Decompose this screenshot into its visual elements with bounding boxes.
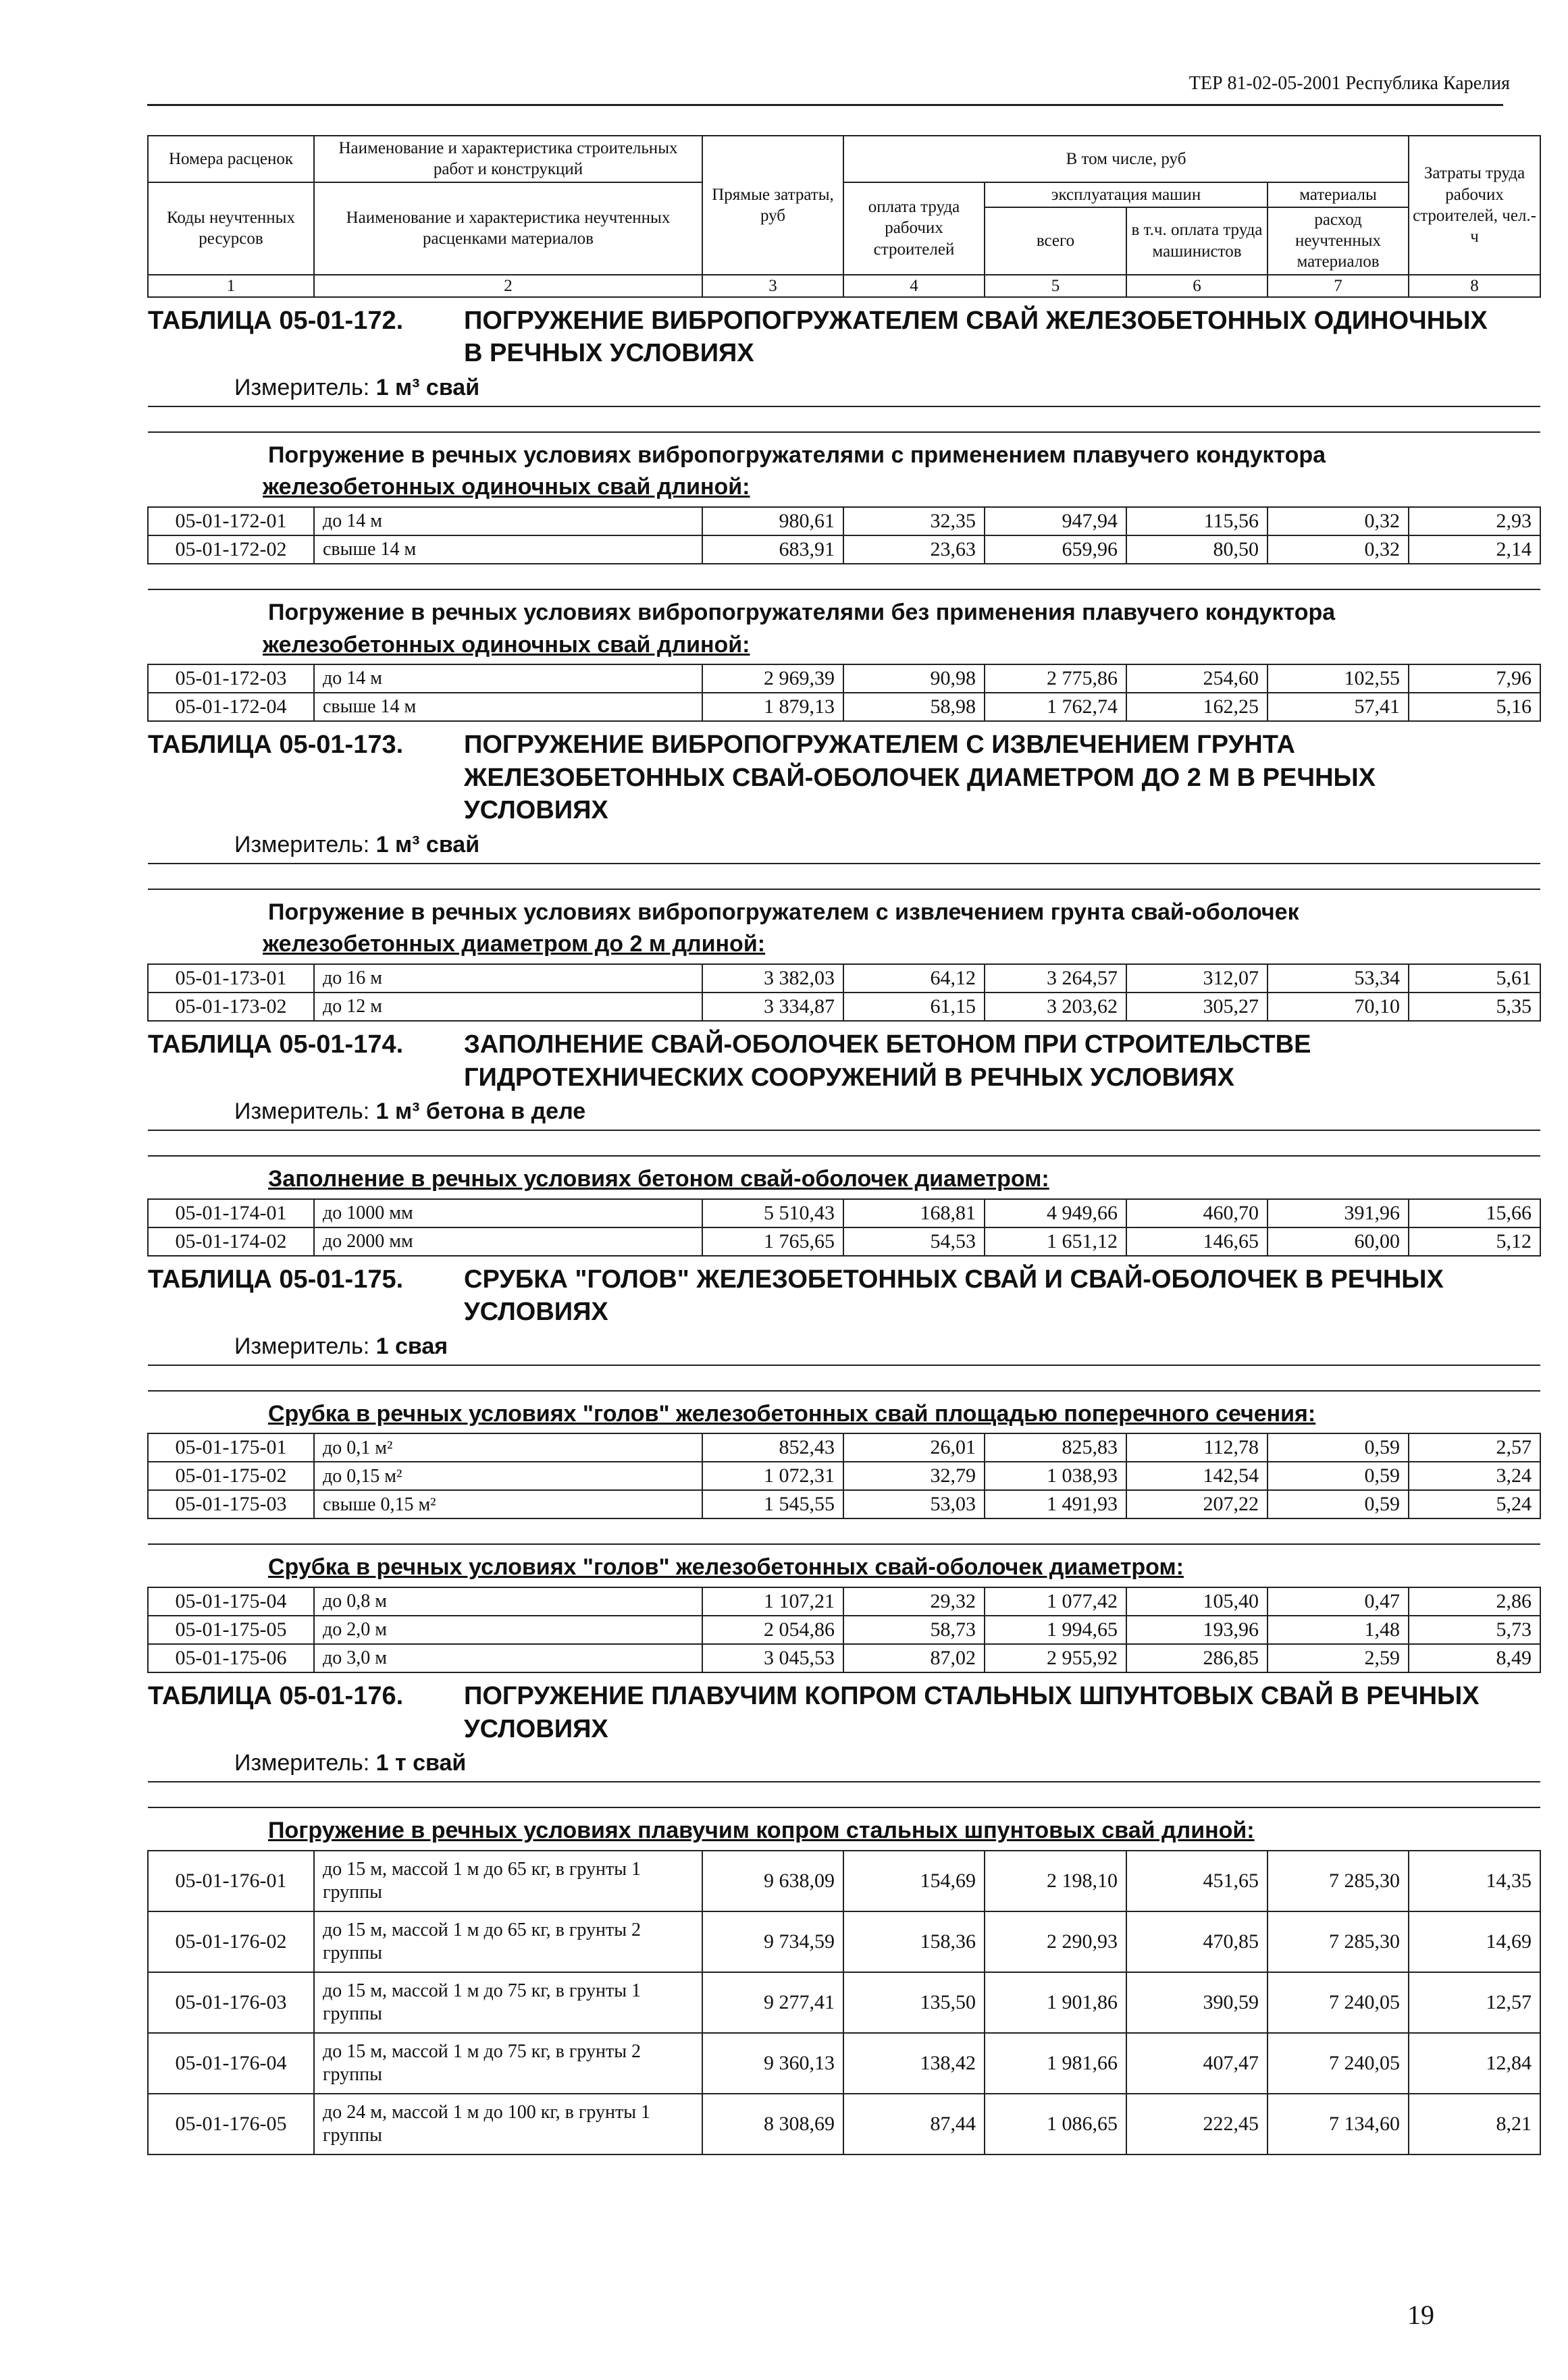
page-number: 19 <box>1407 2300 1434 2330</box>
table-heading: ПОГРУЖЕНИЕ ВИБРОПОГРУЖАТЕЛЕМ СВАЙ ЖЕЛЕЗОБЕТОННЫХ ОДИНОЧНЫХ В РЕЧНЫХ УСЛОВИЯХ <box>464 306 1488 368</box>
machines-total: 1 651,12 <box>985 1227 1126 1256</box>
machines-total: 1 981,66 <box>985 2033 1126 2094</box>
direct-costs: 683,91 <box>702 535 843 564</box>
machines-total: 1 038,93 <box>985 1462 1126 1490</box>
spacer <box>148 864 1540 889</box>
meter-row <box>148 1331 1540 1365</box>
labor-hours: 12,57 <box>1409 1972 1540 2033</box>
col-direct-costs: Прямые затраты, руб <box>702 136 843 275</box>
direct-costs: 8 308,69 <box>702 2094 843 2154</box>
direct-costs: 2 969,39 <box>702 664 843 693</box>
direct-costs: 1 765,65 <box>702 1227 843 1256</box>
materials: 1,48 <box>1268 1616 1409 1644</box>
col-materials-use: расход неучтенных материалов <box>1268 207 1409 275</box>
col-including: В том числе, руб <box>843 136 1409 182</box>
machines-total: 1 994,65 <box>985 1616 1126 1644</box>
machines-total: 825,83 <box>985 1433 1126 1462</box>
table-row <box>148 535 1540 564</box>
spacer-row <box>148 1782 1540 1807</box>
rates-document <box>147 135 1540 2155</box>
worker-wages: 29,32 <box>843 1587 985 1616</box>
direct-costs: 1 107,21 <box>702 1587 843 1616</box>
meter-value: 1 т свай <box>375 1750 467 1776</box>
rate-code: 05-01-175-01 <box>148 1433 314 1462</box>
worker-wages: 158,36 <box>843 1911 985 1972</box>
direct-costs: 1 545,55 <box>702 1490 843 1518</box>
rate-code: 05-01-173-02 <box>148 993 314 1021</box>
worker-wages: 58,98 <box>843 693 985 721</box>
meter <box>148 1096 1540 1130</box>
materials: 0,59 <box>1268 1490 1409 1518</box>
rate-name: до 0,1 м² <box>314 1433 702 1462</box>
table-row <box>148 1911 1540 1972</box>
materials: 0,59 <box>1268 1462 1409 1490</box>
machinist-wages: 146,65 <box>1126 1227 1268 1256</box>
col-materials: материалы <box>1268 182 1409 207</box>
table-row <box>148 1199 1540 1227</box>
rate-name: до 15 м, массой 1 м до 75 кг, в грунты 2 группы <box>314 2033 702 2094</box>
labor-hours: 14,69 <box>1409 1911 1540 1972</box>
col-index: 4 <box>843 275 985 297</box>
machinist-wages: 105,40 <box>1126 1587 1268 1616</box>
table-row <box>148 1851 1540 1911</box>
machines-total: 3 264,57 <box>985 964 1126 993</box>
table-row <box>148 1490 1540 1518</box>
table-row <box>148 1644 1540 1672</box>
machinist-wages: 162,25 <box>1126 693 1268 721</box>
rate-name: до 15 м, массой 1 м до 75 кг, в грунты 1 группы <box>314 1972 702 2033</box>
labor-hours: 5,73 <box>1409 1616 1540 1644</box>
table-number: ТАБЛИЦА 05-01-172. <box>148 306 404 335</box>
worker-wages: 32,35 <box>843 507 985 535</box>
machines-total: 947,94 <box>985 507 1126 535</box>
meter-label: Измеритель: <box>234 375 370 400</box>
materials: 7 285,30 <box>1268 1911 1409 1972</box>
group-heading-line1: Погружение в речных условиях плавучим копром стальных шпунтовых свай длиной: <box>268 1817 1255 1843</box>
worker-wages: 64,12 <box>843 964 985 993</box>
table-title-row <box>148 1672 1540 1748</box>
group-heading <box>148 432 1540 507</box>
spacer-row <box>148 406 1540 432</box>
spacer <box>148 1365 1540 1391</box>
machinist-wages: 312,07 <box>1126 964 1268 993</box>
labor-hours: 5,24 <box>1409 1490 1540 1518</box>
group-heading-line2: железобетонных одиночных свай длиной: <box>263 474 750 500</box>
group-heading-line2: железобетонных одиночных свай длиной: <box>263 631 750 658</box>
rate-name: до 15 м, массой 1 м до 65 кг, в грунты 1 группы <box>314 1851 702 1911</box>
table-title <box>148 721 1540 830</box>
group-heading-line1: Заполнение в речных условиях бетоном свай-оболочек диаметром: <box>268 1166 1049 1192</box>
rate-name: свыше 0,15 м² <box>314 1490 702 1518</box>
spacer <box>148 1130 1540 1156</box>
col-machines: эксплуатация машин <box>985 182 1268 207</box>
machinist-wages: 407,47 <box>1126 2033 1268 2094</box>
rate-name: до 15 м, массой 1 м до 65 кг, в грунты 2 группы <box>314 1911 702 1972</box>
header-rule <box>147 104 1503 106</box>
table-row <box>148 1433 1540 1462</box>
meter-label: Измеритель: <box>234 832 370 858</box>
meter-row <box>148 1096 1540 1130</box>
worker-wages: 90,98 <box>843 664 985 693</box>
table-row <box>148 1227 1540 1256</box>
table-row <box>148 1587 1540 1616</box>
direct-costs: 1 072,31 <box>702 1462 843 1490</box>
worker-wages: 87,02 <box>843 1644 985 1672</box>
materials: 70,10 <box>1268 993 1409 1021</box>
rate-name: до 0,8 м <box>314 1587 702 1616</box>
group-heading-line1: Срубка в речных условиях "голов" железобетонных свай-оболочек диаметром: <box>268 1554 1184 1581</box>
group-heading <box>148 1156 1540 1199</box>
col-index: 1 <box>148 275 314 297</box>
machines-total: 2 198,10 <box>985 1851 1126 1911</box>
materials: 53,34 <box>1268 964 1409 993</box>
col-index: 7 <box>1268 275 1409 297</box>
table-title-row <box>148 297 1540 373</box>
machinist-wages: 451,65 <box>1126 1851 1268 1911</box>
materials: 391,96 <box>1268 1199 1409 1227</box>
labor-hours: 5,35 <box>1409 993 1540 1021</box>
running-header: ТЕР 81-02-05-2001 Республика Карелия <box>1188 73 1510 94</box>
worker-wages: 23,63 <box>843 535 985 564</box>
column-header <box>148 136 1540 297</box>
meter <box>148 1331 1540 1365</box>
col-codes-top: Номера расценок <box>148 136 314 182</box>
direct-costs: 9 360,13 <box>702 2033 843 2094</box>
worker-wages: 26,01 <box>843 1433 985 1462</box>
table-body <box>148 297 1540 2154</box>
labor-hours: 2,93 <box>1409 507 1540 535</box>
table-number: ТАБЛИЦА 05-01-174. <box>148 1030 404 1059</box>
group-heading-row <box>148 1807 1540 1851</box>
worker-wages: 54,53 <box>843 1227 985 1256</box>
rate-code: 05-01-176-01 <box>148 1851 314 1911</box>
rate-code: 05-01-172-04 <box>148 693 314 721</box>
table-number: ТАБЛИЦА 05-01-175. <box>148 1265 404 1294</box>
worker-wages: 58,73 <box>843 1616 985 1644</box>
group-heading-row <box>148 1156 1540 1199</box>
spacer-row <box>148 564 1540 589</box>
spacer <box>148 1518 1540 1544</box>
direct-costs: 3 045,53 <box>702 1644 843 1672</box>
spacer <box>148 406 1540 432</box>
materials: 102,55 <box>1268 664 1409 693</box>
table-title <box>148 297 1540 373</box>
col-machines-total: всего <box>985 207 1126 275</box>
direct-costs: 3 382,03 <box>702 964 843 993</box>
labor-hours: 5,16 <box>1409 693 1540 721</box>
machines-total: 2 955,92 <box>985 1644 1126 1672</box>
table-title <box>148 1256 1540 1331</box>
meter <box>148 830 1540 864</box>
labor-hours: 12,84 <box>1409 2033 1540 2094</box>
machinist-wages: 305,27 <box>1126 993 1268 1021</box>
rate-code: 05-01-175-03 <box>148 1490 314 1518</box>
meter-value: 1 м³ свай <box>375 375 480 400</box>
labor-hours: 15,66 <box>1409 1199 1540 1227</box>
machinist-wages: 112,78 <box>1126 1433 1268 1462</box>
machines-total: 1 077,42 <box>985 1587 1126 1616</box>
machinist-wages: 254,60 <box>1126 664 1268 693</box>
col-codes-bottom: Коды неучтенных ресурсов <box>148 182 314 275</box>
col-index: 8 <box>1409 275 1540 297</box>
meter-row <box>148 373 1540 406</box>
rate-code: 05-01-172-03 <box>148 664 314 693</box>
direct-costs: 9 277,41 <box>702 1972 843 2033</box>
meter-row <box>148 830 1540 864</box>
rate-name: до 0,15 м² <box>314 1462 702 1490</box>
materials: 7 240,05 <box>1268 1972 1409 2033</box>
table-title <box>148 1672 1540 1748</box>
rate-name: до 1000 мм <box>314 1199 702 1227</box>
rate-name: до 2,0 м <box>314 1616 702 1644</box>
col-machinist-wages: в т.ч. оплата труда машинистов <box>1126 207 1268 275</box>
rate-name: свыше 14 м <box>314 693 702 721</box>
meter <box>148 1748 1540 1782</box>
machines-total: 2 290,93 <box>985 1911 1126 1972</box>
rate-code: 05-01-176-05 <box>148 2094 314 2154</box>
direct-costs: 852,43 <box>702 1433 843 1462</box>
direct-costs: 1 879,13 <box>702 693 843 721</box>
meter-label: Измеритель: <box>234 1099 370 1125</box>
direct-costs: 5 510,43 <box>702 1199 843 1227</box>
spacer <box>148 564 1540 589</box>
rate-code: 05-01-172-02 <box>148 535 314 564</box>
rate-code: 05-01-176-02 <box>148 1911 314 1972</box>
col-labor: Затраты труда рабочих строителей, чел.-ч <box>1409 136 1540 275</box>
rate-code: 05-01-173-01 <box>148 964 314 993</box>
worker-wages: 53,03 <box>843 1490 985 1518</box>
table-row <box>148 1616 1540 1644</box>
rate-name: до 24 м, массой 1 м до 100 кг, в грунты 1 группы <box>314 2094 702 2154</box>
direct-costs: 3 334,87 <box>702 993 843 1021</box>
table-heading: ПОГРУЖЕНИЕ ВИБРОПОГРУЖАТЕЛЕМ С ИЗВЛЕЧЕНИЕМ ГРУНТА ЖЕЛЕЗОБЕТОННЫХ СВАЙ-ОБОЛОЧЕК ДИАМЕТРОМ ДО 2 М В РЕЧНЫХ УСЛОВИЯХ <box>464 731 1376 825</box>
direct-costs: 9 734,59 <box>702 1911 843 1972</box>
group-heading <box>148 1807 1540 1851</box>
worker-wages: 135,50 <box>843 1972 985 2033</box>
col-index: 5 <box>985 275 1126 297</box>
direct-costs: 2 054,86 <box>702 1616 843 1644</box>
spacer-row <box>148 1365 1540 1391</box>
worker-wages: 154,69 <box>843 1851 985 1911</box>
group-heading <box>148 889 1540 964</box>
meter-value: 1 м³ бетона в деле <box>375 1099 586 1125</box>
group-heading-row <box>148 1544 1540 1587</box>
worker-wages: 87,44 <box>843 2094 985 2154</box>
machines-total: 1 491,93 <box>985 1490 1126 1518</box>
labor-hours: 8,21 <box>1409 2094 1540 2154</box>
machinist-wages: 142,54 <box>1126 1462 1268 1490</box>
rate-code: 05-01-174-02 <box>148 1227 314 1256</box>
machinist-wages: 470,85 <box>1126 1911 1268 1972</box>
machinist-wages: 286,85 <box>1126 1644 1268 1672</box>
worker-wages: 138,42 <box>843 2033 985 2094</box>
table-row <box>148 1462 1540 1490</box>
worker-wages: 168,81 <box>843 1199 985 1227</box>
machinist-wages: 222,45 <box>1126 2094 1268 2154</box>
table-heading: СРУБКА "ГОЛОВ" ЖЕЛЕЗОБЕТОННЫХ СВАЙ И СВАЙ-ОБОЛОЧЕК В РЕЧНЫХ УСЛОВИЯХ <box>464 1265 1444 1327</box>
rate-name: до 14 м <box>314 507 702 535</box>
column-index-row <box>148 275 1540 297</box>
rate-name: до 2000 мм <box>314 1227 702 1256</box>
materials: 0,59 <box>1268 1433 1409 1462</box>
spacer-row <box>148 864 1540 889</box>
table-row <box>148 1972 1540 2033</box>
table-number: ТАБЛИЦА 05-01-176. <box>148 1681 404 1710</box>
meter-label: Измеритель: <box>234 1333 370 1359</box>
meter-label: Измеритель: <box>234 1750 370 1776</box>
labor-hours: 2,14 <box>1409 535 1540 564</box>
group-heading-row <box>148 432 1540 507</box>
table-row <box>148 507 1540 535</box>
group-heading-line2: железобетонных диаметром до 2 м длиной: <box>263 931 766 957</box>
machines-total: 2 775,86 <box>985 664 1126 693</box>
rate-code: 05-01-175-02 <box>148 1462 314 1490</box>
rates-table <box>147 135 1541 2155</box>
rate-name: до 3,0 м <box>314 1644 702 1672</box>
materials: 2,59 <box>1268 1644 1409 1672</box>
table-number: ТАБЛИЦА 05-01-173. <box>148 731 404 760</box>
meter <box>148 373 1540 406</box>
labor-hours: 5,12 <box>1409 1227 1540 1256</box>
materials: 0,32 <box>1268 507 1409 535</box>
group-heading-line1: Погружение в речных условиях вибропогружателем с извлечением грунта свай-оболочек <box>268 899 1299 925</box>
rate-code: 05-01-175-04 <box>148 1587 314 1616</box>
col-name-bottom: Наименование и характеристика неучтенных расценками материалов <box>314 182 702 275</box>
labor-hours: 7,96 <box>1409 664 1540 693</box>
table-title <box>148 1021 1540 1096</box>
direct-costs: 980,61 <box>702 507 843 535</box>
machinist-wages: 193,96 <box>1126 1616 1268 1644</box>
spacer-row <box>148 1518 1540 1544</box>
machines-total: 4 949,66 <box>985 1199 1126 1227</box>
materials: 0,32 <box>1268 535 1409 564</box>
labor-hours: 14,35 <box>1409 1851 1540 1911</box>
col-name-top: Наименование и характеристика строительных работ и конструкций <box>314 136 702 182</box>
machinist-wages: 460,70 <box>1126 1199 1268 1227</box>
rate-name: до 14 м <box>314 664 702 693</box>
materials: 7 285,30 <box>1268 1851 1409 1911</box>
group-heading-row <box>148 589 1540 664</box>
rate-code: 05-01-174-01 <box>148 1199 314 1227</box>
rate-code: 05-01-172-01 <box>148 507 314 535</box>
col-index: 2 <box>314 275 702 297</box>
labor-hours: 2,86 <box>1409 1587 1540 1616</box>
meter-value: 1 свая <box>375 1333 448 1359</box>
machines-total: 1 086,65 <box>985 2094 1126 2154</box>
machines-total: 1 901,86 <box>985 1972 1126 2033</box>
machinist-wages: 80,50 <box>1126 535 1268 564</box>
machinist-wages: 390,59 <box>1126 1972 1268 2033</box>
meter-value: 1 м³ свай <box>375 832 480 858</box>
group-heading-line1: Срубка в речных условиях "голов" железобетонных свай площадью поперечного сечения: <box>268 1400 1316 1427</box>
table-title-row <box>148 721 1540 830</box>
rate-name: свыше 14 м <box>314 535 702 564</box>
group-heading-row <box>148 1391 1540 1434</box>
table-row <box>148 693 1540 721</box>
labor-hours: 8,49 <box>1409 1644 1540 1672</box>
table-row <box>148 2033 1540 2094</box>
rate-code: 05-01-176-03 <box>148 1972 314 2033</box>
rate-code: 05-01-175-06 <box>148 1644 314 1672</box>
direct-costs: 9 638,09 <box>702 1851 843 1911</box>
worker-wages: 32,79 <box>843 1462 985 1490</box>
group-heading-line1: Погружение в речных условиях вибропогружателями с применением плавучего кондуктора <box>268 442 1326 468</box>
col-index: 6 <box>1126 275 1268 297</box>
labor-hours: 2,57 <box>1409 1433 1540 1462</box>
table-row <box>148 2094 1540 2154</box>
materials: 60,00 <box>1268 1227 1409 1256</box>
table-row <box>148 664 1540 693</box>
worker-wages: 61,15 <box>843 993 985 1021</box>
rate-code: 05-01-176-04 <box>148 2033 314 2094</box>
materials: 7 240,05 <box>1268 2033 1409 2094</box>
table-title-row <box>148 1256 1540 1331</box>
rate-code: 05-01-175-05 <box>148 1616 314 1644</box>
spacer <box>148 1782 1540 1807</box>
materials: 7 134,60 <box>1268 2094 1409 2154</box>
rate-name: до 12 м <box>314 993 702 1021</box>
table-heading: ПОГРУЖЕНИЕ ПЛАВУЧИМ КОПРОМ СТАЛЬНЫХ ШПУНТОВЫХ СВАЙ В РЕЧНЫХ УСЛОВИЯХ <box>464 1681 1480 1743</box>
table-title-row <box>148 1021 1540 1096</box>
machinist-wages: 207,22 <box>1126 1490 1268 1518</box>
table-heading: ЗАПОЛНЕНИЕ СВАЙ-ОБОЛОЧЕК БЕТОНОМ ПРИ СТРОИТЕЛЬСТВЕ ГИДРОТЕХНИЧЕСКИХ СООРУЖЕНИЙ В РЕЧНЫХ УСЛОВИЯХ <box>464 1030 1311 1092</box>
machines-total: 659,96 <box>985 535 1126 564</box>
meter-row <box>148 1748 1540 1782</box>
labor-hours: 3,24 <box>1409 1462 1540 1490</box>
rate-name: до 16 м <box>314 964 702 993</box>
spacer-row <box>148 1130 1540 1156</box>
machines-total: 3 203,62 <box>985 993 1126 1021</box>
group-heading <box>148 1544 1540 1587</box>
table-row <box>148 964 1540 993</box>
group-heading-line1: Погружение в речных условиях вибропогружателями без применения плавучего кондуктора <box>268 599 1336 625</box>
group-heading-row <box>148 889 1540 964</box>
col-wages: оплата труда рабочих строителей <box>843 182 985 275</box>
labor-hours: 5,61 <box>1409 964 1540 993</box>
machines-total: 1 762,74 <box>985 693 1126 721</box>
group-heading <box>148 589 1540 664</box>
table-row <box>148 993 1540 1021</box>
materials: 57,41 <box>1268 693 1409 721</box>
materials: 0,47 <box>1268 1587 1409 1616</box>
machinist-wages: 115,56 <box>1126 507 1268 535</box>
group-heading <box>148 1391 1540 1434</box>
col-index: 3 <box>702 275 843 297</box>
